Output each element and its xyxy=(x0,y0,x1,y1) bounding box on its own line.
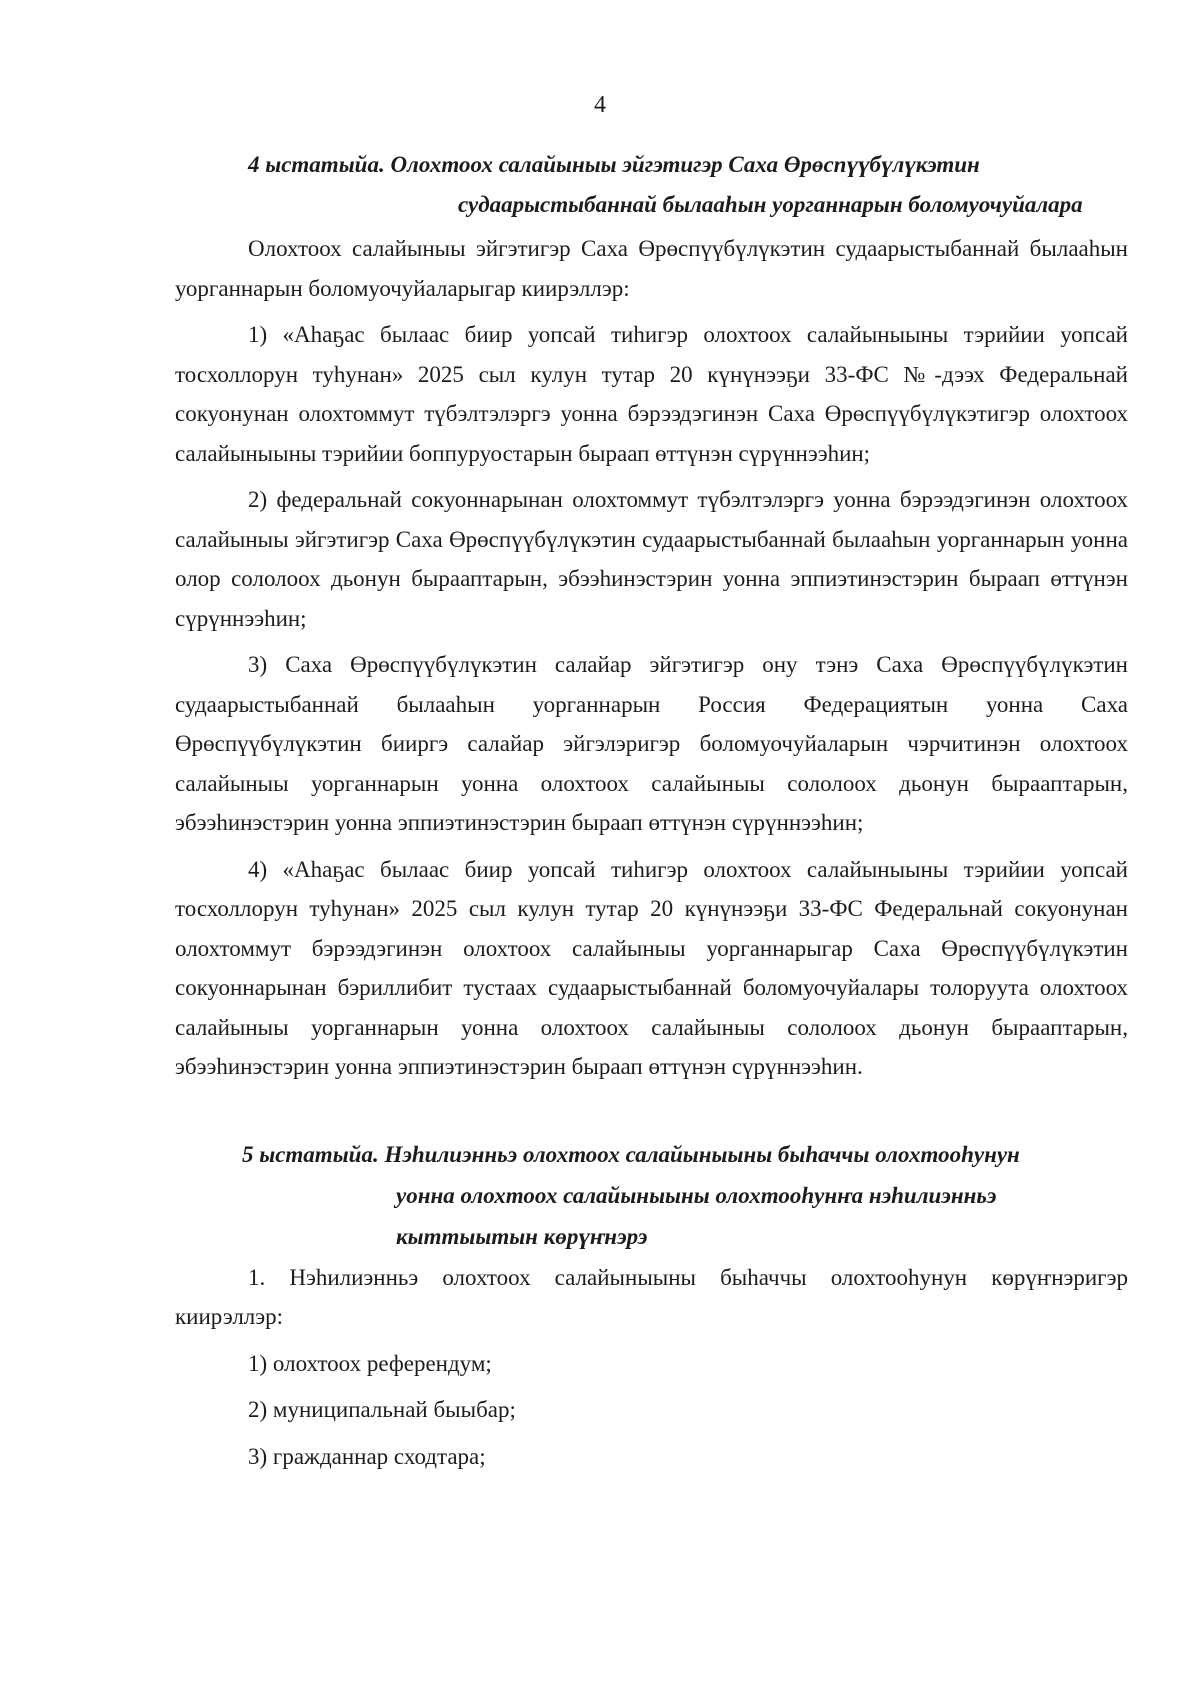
article-5-list-item-1: 1) олохтоох референдум; xyxy=(248,1350,492,1376)
article-5-heading xyxy=(242,1134,1128,1257)
article-4-intro: Олохтоох салайыныы эйгэтигэр Саха Өрөспүүбүлүкэтин судаарыстыбаннай былааһын уорганнарын боломуочуйаларыгар киирэллэр: xyxy=(175,236,1128,301)
article-5-heading-line-2: уонна олохтоох салайыныыны олохтооһунҥа нэһилиэнньэ xyxy=(396,1182,997,1208)
article-4-heading-line-1: 4 ыстатыйа. Олохтоох салайыныы эйгэтигэр Саха Өрөспүүбүлүкэтин xyxy=(248,152,980,177)
article-5-heading-line-3: кыттыытын көрүҥнэрэ xyxy=(396,1223,648,1249)
article-4-item-2: 2) федеральнай сокуоннарынан олохтоммут түбэлтэлэргэ уонна бэрээдэгинэн олохтоох салайыныы эйгэтигэр Саха Өрөспүүбүлүкэтин судаарыстыбаннай былааһын уорганнарын уонна олор сололоох дьонун бырааптарын, эбээһинэстэрин уонна эппиэтинэстэрин быраап өттүнэн сүрүннээһин; xyxy=(175,487,1128,631)
article-5-heading-line-1: 5 ыстатыйа. Нэһилиэнньэ олохтоох салайыныыны быһаччы олохтооһунун xyxy=(242,1141,1020,1167)
article-5-list-item-3: 3) гражданнар сходтара; xyxy=(248,1443,486,1469)
page-number: 4 xyxy=(594,92,606,118)
article-4-heading xyxy=(248,145,1128,225)
article-4-item-1: 1) «Аһаҕас былаас биир уопсай тиһигэр олохтоох салайыныыны тэрийии уопсай тосхоллорун туһунан» 2025 сыл кулун тутар 20 күнүнээҕи 33-ФС №-дээх Федеральнай сокуонунан олохтоммут түбэлтэлэргэ уонна бэрээдэгинэн Саха Өрөспүүбүлүкэтигэр олохтоох салайыныыны тэрийии боппуруостарын быраап өттүнэн сүрүннээһин; xyxy=(175,322,1128,466)
article-5-list-item-2: 2) муниципальнай быыбар; xyxy=(248,1397,516,1422)
article-5-intro: 1. Нэһилиэнньэ олохтоох салайыныыны быһаччы олохтооһунун көрүҥнэригэр киирэллэр: xyxy=(175,1264,1128,1329)
article-4-item-3: 3) Саха Өрөспүүбүлүкэтин салайар эйгэтигэр ону тэнэ Саха Өрөспүүбүлүкэтин судаарыстыбаннай былааһын уорганнарын Россия Федерациятын уонна Саха Өрөспүүбүлүкэтин бииргэ салайар эйгэлэригэр боломуочуйаларын чэрчитинэн олохтоох салайыныы уорганнарын уонна олохтоох салайыныы сололоох дьонун бырааптарын, эбээһинэстэрин уонна эппиэтинэстэрин быраап өттүнэн сүрүннээһин; xyxy=(175,652,1128,835)
article-4-item-4: 4) «Аһаҕас былаас биир уопсай тиһигэр олохтоох салайыныыны тэрийии уопсай тосхоллорун туһунан» 2025 сыл кулун тутар 20 күнүнээҕи 33-ФС Федеральнай сокуонунан олохтоммут бэрээдэгинэн олохтоох салайыныы уорганнарыгар Саха Өрөспүүбүлүкэтин сокуоннарынан бэриллибит тустаах судаарыстыбаннай боломуочуйалары толоруута олохтоох салайыныы уорганнарын уонна олохтоох салайыныы сололоох дьонун бырааптарын, эбээһинэстэрин уонна эппиэтинэстэрин быраап өттүнэн сүрүннээһин. xyxy=(175,856,1128,1079)
article-4-heading-line-2: судаарыстыбаннай былааһын уорганнарын боломуочуйалара xyxy=(458,192,1083,217)
document-body xyxy=(175,145,1128,1476)
